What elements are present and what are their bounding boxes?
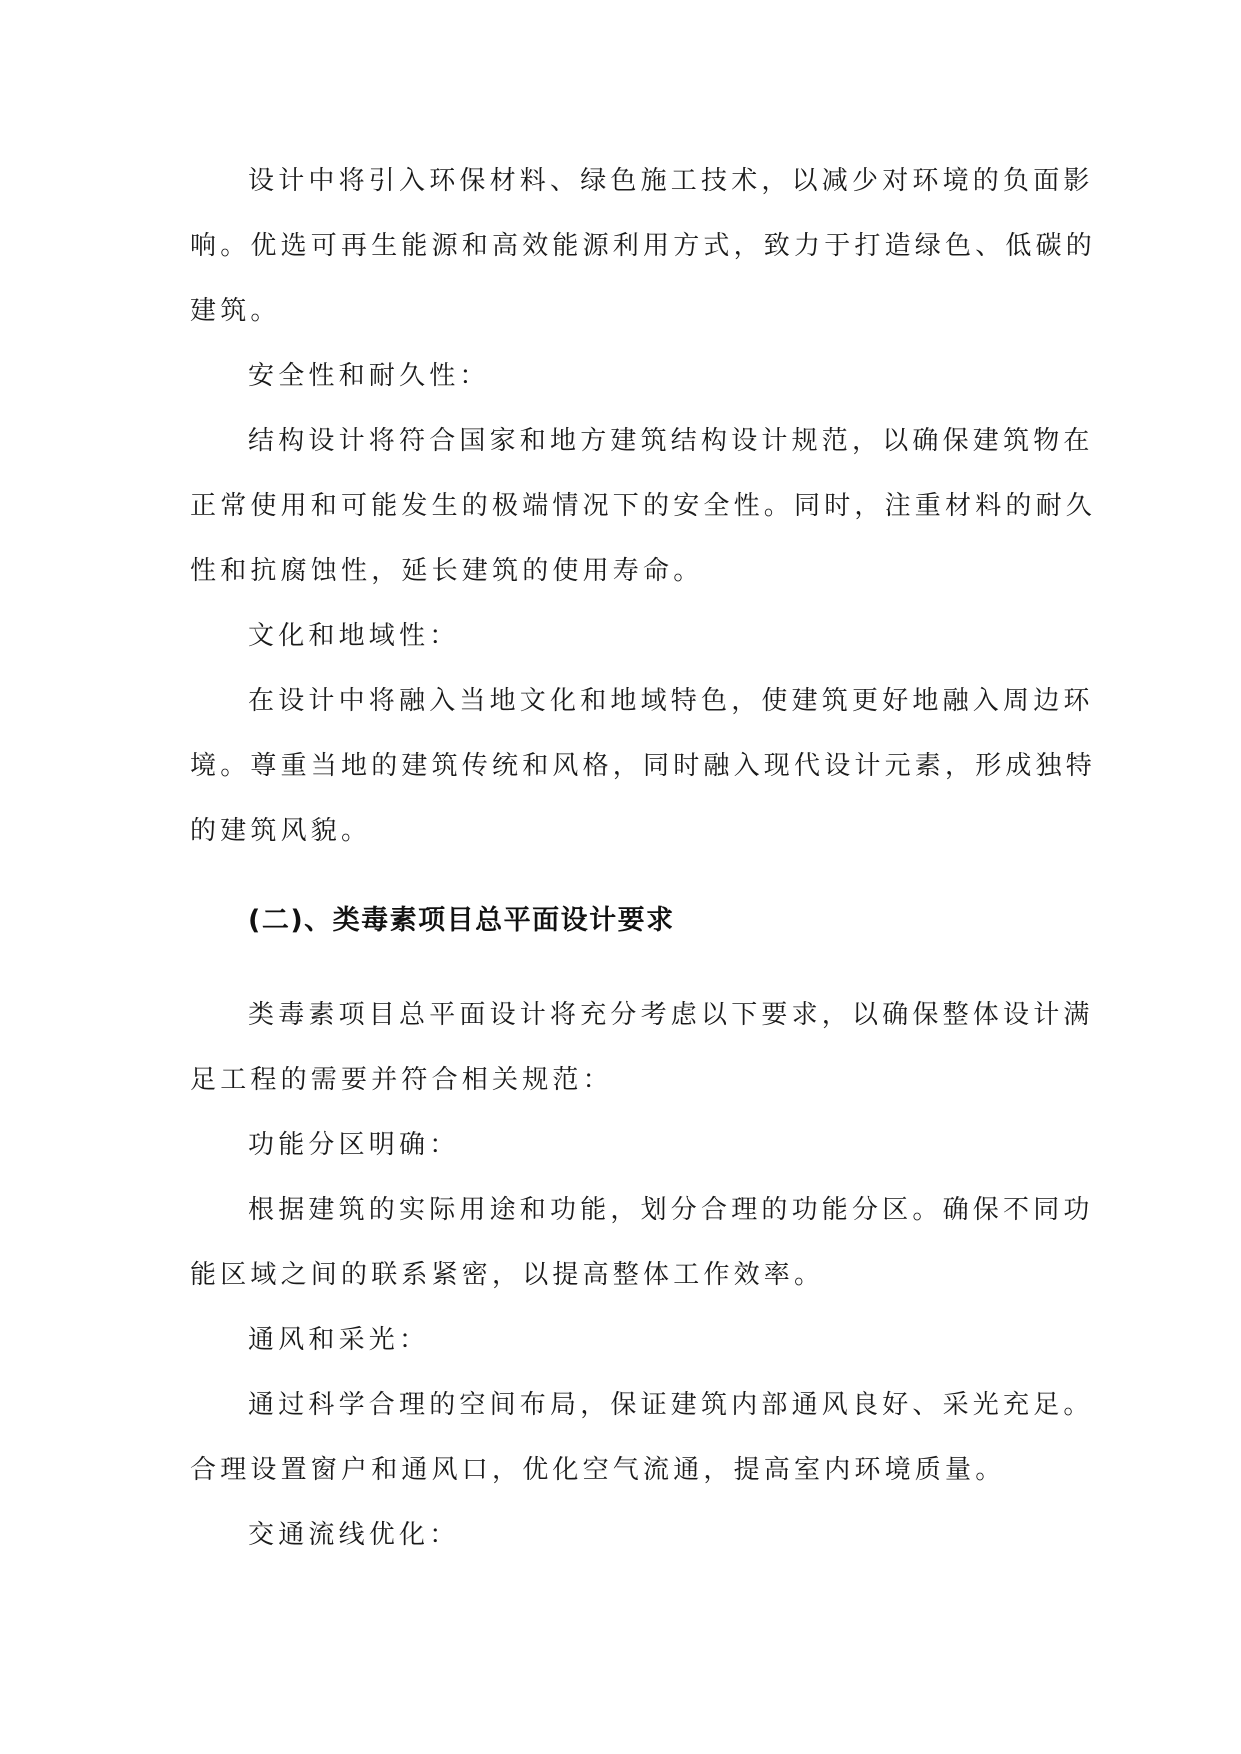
paragraph-line: 足工程的需要并符合相关规范： xyxy=(190,1065,613,1095)
paragraph-line: 在设计中将融入当地文化和地域特色，使建筑更好地融入周边环 xyxy=(248,686,1094,716)
paragraph-line: 性和抗腐蚀性，延长建筑的使用寿命。 xyxy=(190,556,704,586)
subheading-line: 功能分区明确： xyxy=(248,1130,460,1160)
paragraph-line: 结构设计将符合国家和地方建筑结构设计规范，以确保建筑物在 xyxy=(248,426,1094,456)
subheading-line: 通风和采光： xyxy=(248,1325,430,1355)
paragraph-line: 类毒素项目总平面设计将充分考虑以下要求，以确保整体设计满 xyxy=(248,1000,1094,1030)
paragraph-line: 正常使用和可能发生的极端情况下的安全性。同时，注重材料的耐久 xyxy=(190,491,1097,521)
subheading-line: 交通流线优化： xyxy=(248,1520,460,1550)
paragraph-line: 能区域之间的联系紧密，以提高整体工作效率。 xyxy=(190,1260,825,1290)
paragraph-line: 的建筑风貌。 xyxy=(190,816,372,846)
section-heading: (二)、类毒素项目总平面设计要求 xyxy=(248,905,675,936)
paragraph-line: 境。尊重当地的建筑传统和风格，同时融入现代设计元素，形成独特 xyxy=(190,751,1097,781)
subheading-line: 安全性和耐久性： xyxy=(248,361,490,391)
subheading-line: 文化和地域性： xyxy=(248,621,460,651)
paragraph-line: 根据建筑的实际用途和功能，划分合理的功能分区。确保不同功 xyxy=(248,1195,1094,1225)
paragraph-line: 通过科学合理的空间布局，保证建筑内部通风良好、采光充足。 xyxy=(248,1390,1094,1420)
paragraph-line: 设计中将引入环保材料、绿色施工技术，以减少对环境的负面影 xyxy=(248,166,1094,196)
paragraph-line: 合理设置窗户和通风口，优化空气流通，提高室内环境质量。 xyxy=(190,1455,1006,1485)
paragraph-line: 建筑。 xyxy=(190,296,281,326)
paragraph-line: 响。优选可再生能源和高效能源利用方式，致力于打造绿色、低碳的 xyxy=(190,231,1097,261)
